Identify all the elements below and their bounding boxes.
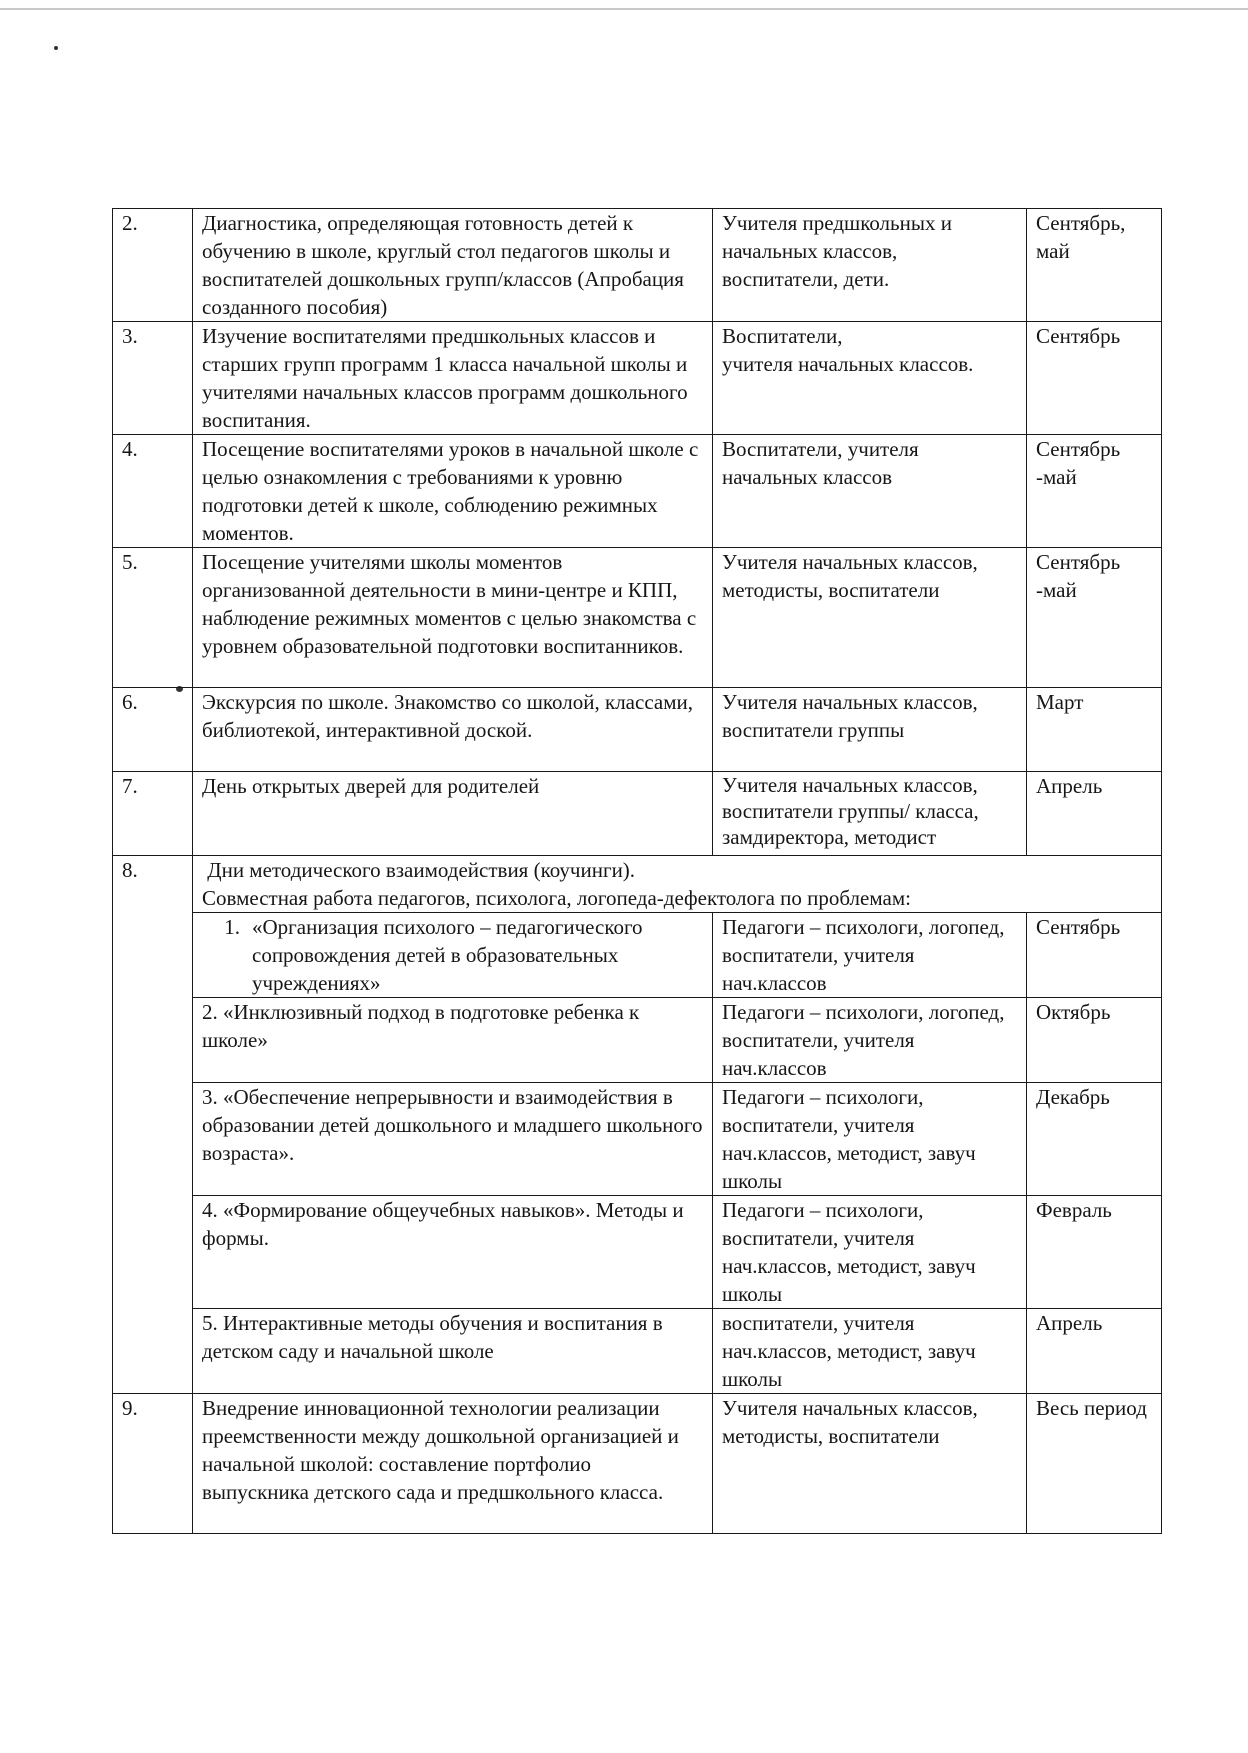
- table-row: [113, 1309, 1162, 1394]
- scan-edge-line: [0, 8, 1248, 10]
- participants-cell: Педагоги – психологи, воспитатели, учителя нач.классов, методист, завуч школы: [713, 1196, 1027, 1309]
- table-row: [113, 1394, 1162, 1534]
- activity-cell: 2. «Инклюзивный подход в подготовке ребенка к школе»: [193, 998, 713, 1083]
- table-row: [113, 435, 1162, 548]
- table-row: [113, 772, 1162, 856]
- activity-cell: Экскурсия по школе. Знакомство со школой, классами, библиотекой, интерактивной доской.: [193, 688, 713, 772]
- participants-cell: Учителя предшкольных и начальных классов, воспитатели, дети.: [713, 209, 1027, 322]
- table-row: [113, 322, 1162, 435]
- dates-cell: Октябрь: [1027, 998, 1162, 1083]
- activity-cell: День открытых дверей для родителей: [193, 772, 713, 856]
- coaching-header-cell: [193, 856, 1162, 913]
- table-row: [113, 998, 1162, 1083]
- participants-cell: Воспитатели, учителя начальных классов: [713, 435, 1027, 548]
- participants-cell: Учителя начальных классов, методисты, воспитатели: [713, 548, 1027, 688]
- participants-cell: Педагоги – психологи, логопед, воспитатели, учителя нач.классов: [713, 913, 1027, 998]
- row-number: 8.: [113, 856, 193, 1394]
- participants-cell: Учителя начальных классов, воспитатели группы: [713, 688, 1027, 772]
- activity-cell: [193, 913, 713, 998]
- dates-cell: Апрель: [1027, 1309, 1162, 1394]
- dates-cell: Апрель: [1027, 772, 1162, 856]
- dates-cell: Сентябрь: [1027, 913, 1162, 998]
- row-number: 5.: [113, 548, 193, 688]
- row-number: 2.: [113, 209, 193, 322]
- coaching-title: Дни методического взаимодействия (коучинги).: [202, 858, 636, 882]
- dates-cell: Декабрь: [1027, 1083, 1162, 1196]
- table-row: [113, 688, 1162, 772]
- dates-cell: Март: [1027, 688, 1162, 772]
- row-number: 6.: [113, 688, 193, 772]
- activity-cell: Посещение учителями школы моментов организованной деятельности в мини-центре и КПП, наблюдение режимных моментов с целью знакомства с уровнем образовательной подготовки воспитанников.: [193, 548, 713, 688]
- participants-cell: воспитатели, учителя нач.классов, методист, завуч школы: [713, 1309, 1027, 1394]
- participants-cell: Учителя начальных классов, методисты, воспитатели: [713, 1394, 1027, 1534]
- dates-cell: Сентябрь -май: [1027, 435, 1162, 548]
- dates-cell: Февраль: [1027, 1196, 1162, 1309]
- item-text: «Организация психолого – педагогического сопровождения детей в образовательных учреждениях»: [252, 915, 643, 995]
- participants-cell: Воспитатели, учителя начальных классов.: [713, 322, 1027, 435]
- participants-cell: Педагоги – психологи, логопед, воспитатели, учителя нач.классов: [713, 998, 1027, 1083]
- dates-cell: Сентябрь, май: [1027, 209, 1162, 322]
- activity-cell: 5. Интерактивные методы обучения и воспитания в детском саду и начальной школе: [193, 1309, 713, 1394]
- participants-cell: Учителя начальных классов, воспитатели группы/ класса, замдиректора, методист: [713, 772, 1027, 856]
- activity-cell: 4. «Формирование общеучебных навыков». Методы и формы.: [193, 1196, 713, 1309]
- activity-cell: 3. «Обеспечение непрерывности и взаимодействия в образовании детей дошкольного и младшего школьного возраста».: [193, 1083, 713, 1196]
- dates-cell: Сентябрь -май: [1027, 548, 1162, 688]
- table-row: [113, 1083, 1162, 1196]
- activity-cell: Изучение воспитателями предшкольных классов и старших групп программ 1 класса начальной школы и учителями начальных классов программ дошкольного воспитания.: [193, 322, 713, 435]
- row-number: 7.: [113, 772, 193, 856]
- row-number: 3.: [113, 322, 193, 435]
- row-number: 4.: [113, 435, 193, 548]
- activity-plan-table: [112, 208, 1162, 1534]
- participants-cell: Педагоги – психологи, воспитатели, учителя нач.классов, методист, завуч школы: [713, 1083, 1027, 1196]
- table-row: [113, 913, 1162, 998]
- table-row: [113, 548, 1162, 688]
- activity-cell: Диагностика, определяющая готовность детей к обучению в школе, круглый стол педагогов школы и воспитателей дошкольных групп/классов (Апробация созданного пособия): [193, 209, 713, 322]
- table-row: [113, 1196, 1162, 1309]
- table-row: [113, 856, 1162, 913]
- scan-speck: [54, 46, 58, 50]
- item-number: 1.: [224, 915, 240, 939]
- dates-cell: Сентябрь: [1027, 322, 1162, 435]
- dates-cell: Весь период: [1027, 1394, 1162, 1534]
- row-number: 9.: [113, 1394, 193, 1534]
- activity-cell: Внедрение инновационной технологии реализации преемственности между дошкольной организацией и начальной школой: составление портфолио выпускника детского сада и предшкольного класса.: [193, 1394, 713, 1534]
- table-row: [113, 209, 1162, 322]
- activity-cell: Посещение воспитателями уроков в начальной школе с целью ознакомления с требованиями к уровню подготовки детей к школе, соблюдению режимных моментов.: [193, 435, 713, 548]
- coaching-subtitle: Совместная работа педагогов, психолога, логопеда-дефектолога по проблемам:: [202, 886, 911, 910]
